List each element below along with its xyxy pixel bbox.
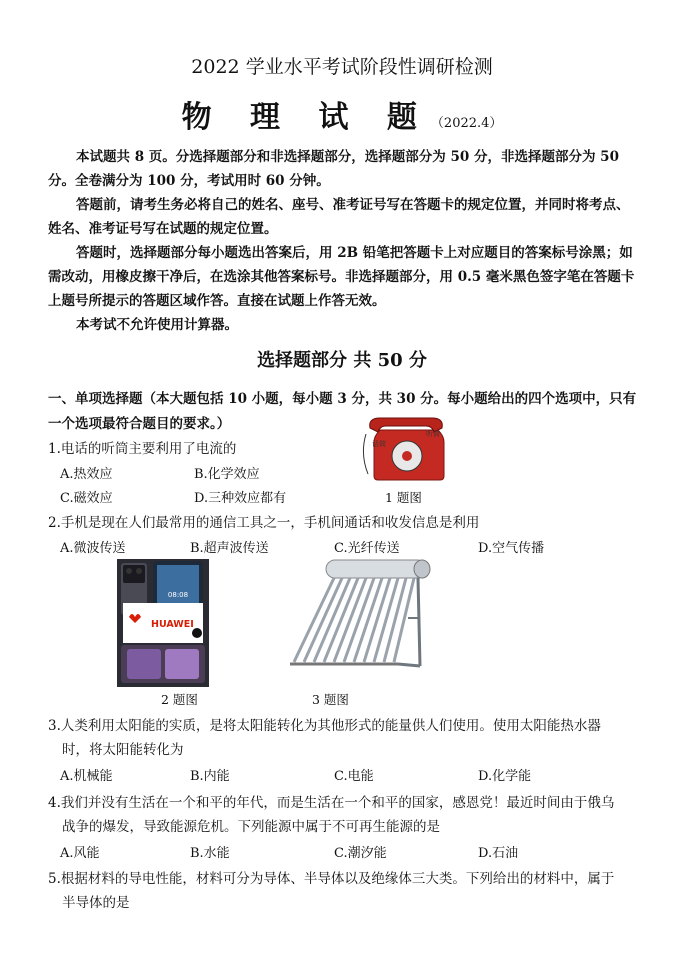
huawei-logo: HUAWEI — [151, 619, 194, 630]
smartphone-figure — [117, 559, 209, 687]
q3-stem-line2: 时，将太阳能转化为 — [62, 742, 184, 758]
q4-option-a: A.风能 — [60, 846, 100, 861]
instruction-2: 答题前，请考生务必将自己的姓名、座号、准考证号写在答题卡的规定位置，并同时将考点、姓名、准考证号写在试题的规定位置。 — [48, 197, 630, 237]
instruction-3: 答题时，选择题部分每小题选出答案后，用 2B 铅笔把答题卡上对应题目的答案标号涂黑；如需改动，用橡皮擦干净后，在选涂其他答案标号。非选择题部分，用 0.5 毫米黑色签字笔在答题卡上题号所提示的答题区域作答。直接在试题上作答无效。 — [48, 245, 635, 309]
q1-figure-caption: 1 题图 — [385, 490, 422, 505]
q3-option-a: A.机械能 — [60, 769, 113, 784]
q1-option-b: B.化学效应 — [194, 467, 260, 482]
q1-stem: 1.电话的听筒主要利用了电流的 — [48, 441, 237, 457]
q4-stem-line2: 战争的爆发，导致能源危机。下列能源中属于不可再生能源的是 — [62, 819, 440, 835]
section-title: 选择题部分 共 50 分 — [257, 350, 427, 371]
exam-date: （2022.4） — [430, 116, 503, 131]
q3-figure-caption: 3 题图 — [312, 692, 349, 707]
exam-title: 2022 学业水平考试阶段性调研检测 — [191, 56, 493, 78]
q2-option-c: C.光纤传送 — [334, 541, 400, 556]
q5-stem-line2: 半导体的是 — [62, 895, 130, 911]
subject-title — [0, 92, 684, 136]
q1-option-c: C.磁效应 — [60, 491, 113, 506]
q3-option-d: D.化学能 — [478, 769, 532, 784]
q3-stem-line1: 3.人类利用太阳能的实质，是将太阳能转化为其他形式的能量供人们使用。使用太阳能热水器 — [48, 718, 601, 734]
q3-option-c: C.电能 — [334, 769, 374, 784]
q2-figure-caption: 2 题图 — [161, 692, 198, 707]
q4-stem-line1: 4.我们并没有生活在一个和平的年代，而是生活在一个和平的国家，感恩党！最近时间由于俄乌 — [48, 795, 615, 811]
subject-name: 物 理 试 题 — [181, 100, 431, 135]
instruction-1: 本试题共 8 页。分选择题部分和非选择题部分，选择题部分为 50 分，非选择题部分为 50 分。全卷满分为 100 分，考试用时 60 分钟。 — [48, 149, 619, 189]
earpiece-label: 听筒 — [426, 430, 440, 438]
q4-option-b: B.水能 — [190, 846, 230, 861]
q2-option-b: B.超声波传送 — [190, 541, 269, 556]
q1-option-a: A.热效应 — [60, 467, 113, 482]
q2-option-d: D.空气传播 — [478, 541, 545, 556]
instructions — [48, 145, 636, 337]
q5-stem-line1: 5.根据材料的导电性能，材料可分为导体、半导体以及绝缘体三大类。下列给出的材料中，属于 — [48, 871, 615, 887]
q1-option-d: D.三种效应都有 — [194, 491, 287, 506]
q2-option-a: A.微波传送 — [60, 541, 126, 556]
q4-option-d: D.石油 — [478, 846, 519, 861]
q2-stem: 2.手机是现在人们最常用的通信工具之一，手机间通话和收发信息是利用 — [48, 515, 480, 531]
q4-option-c: C.潮汐能 — [334, 846, 387, 861]
part1-heading: 一、单项选择题（本大题包括 10 小题，每小题 3 分，共 30 分。每小题给出的四个选项中，只有一个选项最符合题目的要求。） — [48, 391, 637, 432]
phone-clock: 08:08 — [167, 591, 189, 599]
q3-option-b: B.内能 — [190, 769, 230, 784]
instruction-4: 本考试不允许使用计算器。 — [76, 317, 238, 333]
mouthpiece-label: 话筒 — [372, 440, 386, 448]
telephone-figure — [362, 412, 452, 482]
solar-water-heater-figure — [288, 558, 433, 670]
